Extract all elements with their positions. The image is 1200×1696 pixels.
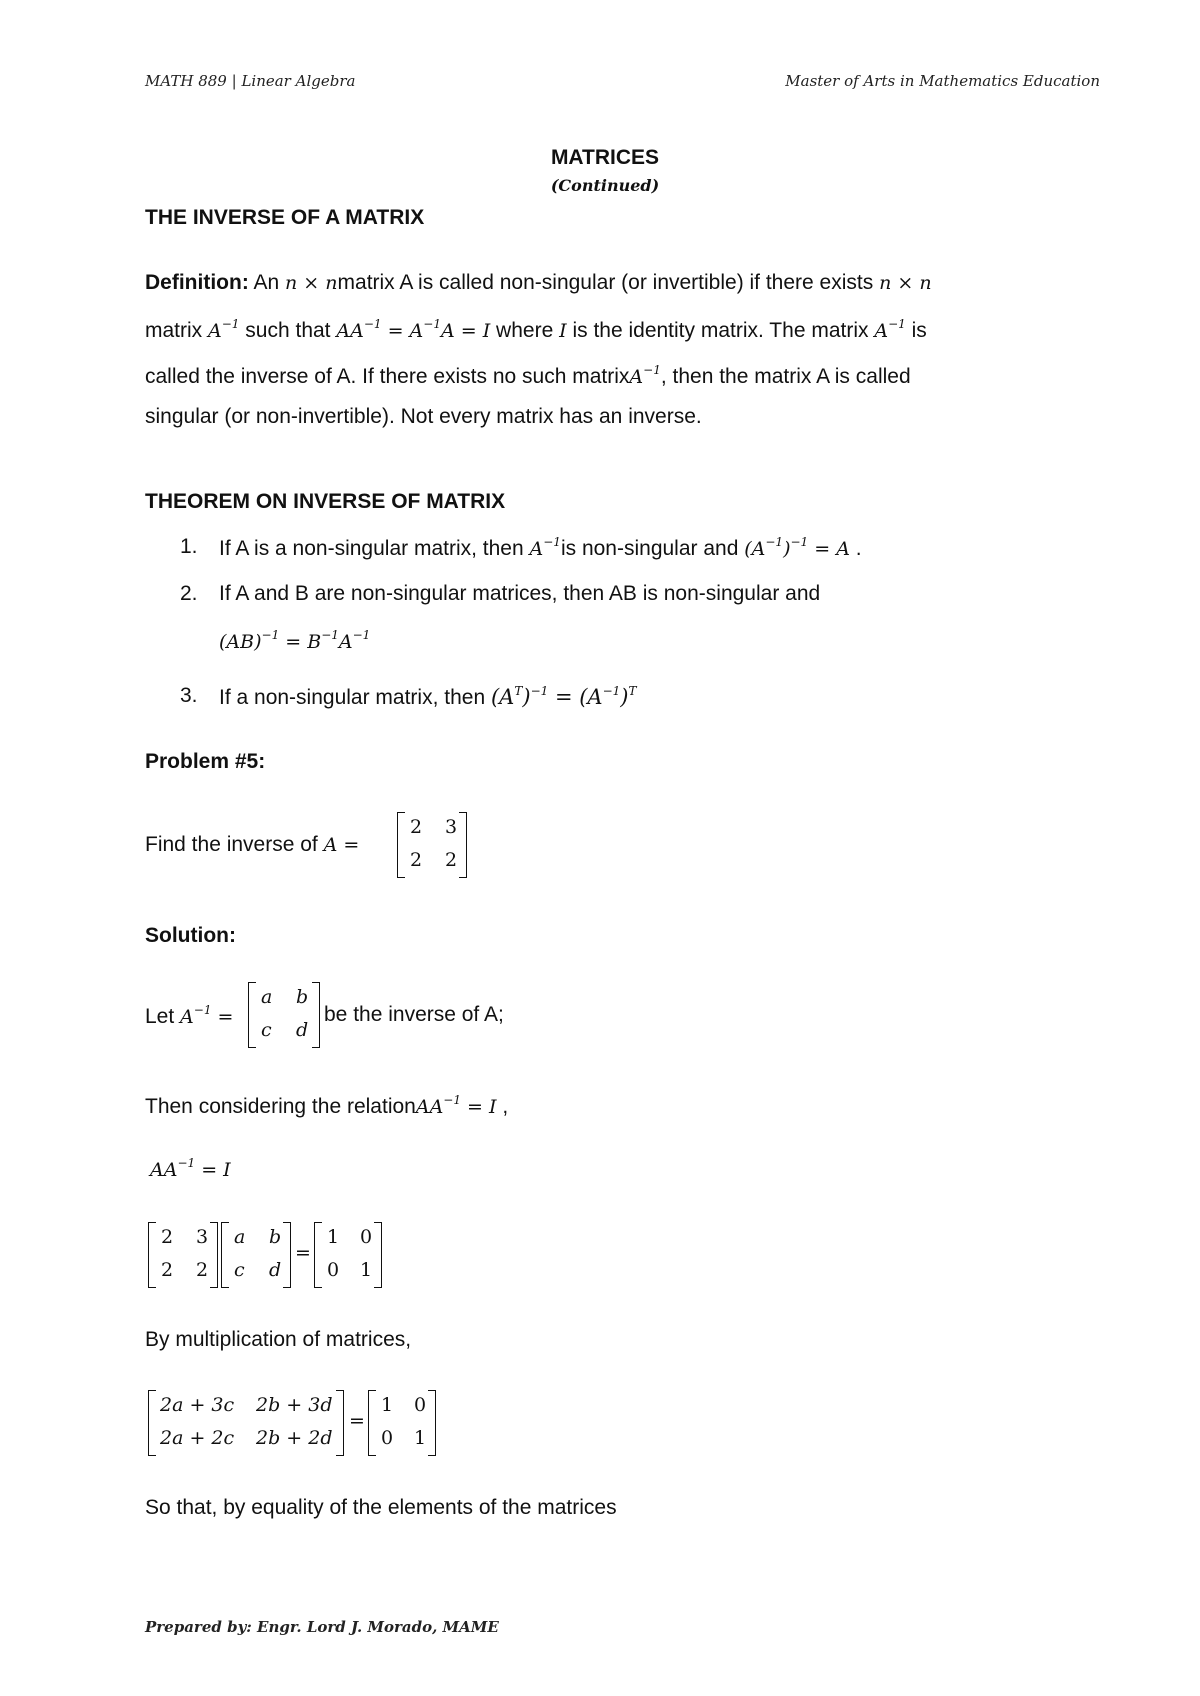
header-program: Master of Arts in Mathematics Education <box>785 72 1100 90</box>
theorem-1-number: 1. <box>180 535 198 558</box>
header-course: MATH 889 | Linear Algebra <box>145 72 356 90</box>
matrix-identity: 1 0 0 1 <box>314 1222 382 1286</box>
equals-sign: = <box>295 1242 311 1264</box>
theorem-1: If A is a non-singular matrix, then $A^{-1}is$ non-singular and $(A^{-1})^{-1} = A$ . <box>219 535 862 560</box>
relation-statement: Then considering the relationAA$^{-1}$ = I , <box>145 1093 509 1118</box>
let-statement-tail: be the inverse of A; <box>324 1003 504 1026</box>
section-theorem-heading: THEOREM ON INVERSE OF MATRIX <box>145 490 506 513</box>
theorem-2: If A and B are non-singular matrices, then AB is non-singular and <box>219 582 821 605</box>
theorem-2-number: 2. <box>180 582 198 605</box>
matrix-a-inverse: a b c d <box>248 982 320 1046</box>
page-title: MATRICES <box>550 146 660 169</box>
definition-line-1: Definition: An n × nmatrix A is called non-singular (or invertible) if there exists n × n <box>145 271 932 294</box>
definition-line-2: matrix $A^{-1}$ such that $AA^{-1} = A^{-1}A = I$ where I is the identity matrix. The matrix $A^{-1}$ is <box>145 317 927 342</box>
multiplication-statement: By multiplication of matrices, <box>145 1328 412 1351</box>
matrix-identity-2: 1 0 0 1 <box>368 1390 436 1454</box>
relation-equation: $AA^{-1} = I$ <box>150 1156 231 1181</box>
matrix-a-inverse-product: a b c d <box>221 1222 291 1286</box>
section-inverse-heading: THE INVERSE OF A MATRIX <box>145 206 425 229</box>
definition-line-3: called the inverse of A. If there exists no such matrixA$^{-1}$, then the matrix A is called <box>145 363 911 388</box>
solution-heading: Solution: <box>145 924 236 947</box>
matrix-a-product-left: 2 3 2 2 <box>148 1222 218 1286</box>
problem-statement: Find the inverse of A = <box>145 833 360 856</box>
theorem-2-formula: $(AB)^{-1} = B^{-1}A^{-1}$ <box>219 628 371 653</box>
page-subtitle: (Continued) <box>550 176 660 195</box>
matrix-product: 2a + 3c 2b + 3d 2a + 2c 2b + 2d <box>148 1390 344 1454</box>
theorem-3: If a non-singular matrix, then $(A^T)^{-1} = (A^{-1})^T$ <box>219 684 637 709</box>
definition-label: Definition: <box>145 271 249 294</box>
let-statement: Let $A^{-1}$ = <box>145 1003 234 1028</box>
definition-line-4: singular (or non-invertible). Not every matrix has an inverse. <box>145 405 702 428</box>
equality-statement: So that, by equality of the elements of the matrices <box>145 1496 617 1519</box>
equals-sign-2: = <box>349 1410 365 1432</box>
problem-heading: Problem #5: <box>145 750 266 773</box>
matrix-a: 2 3 2 2 <box>397 812 467 876</box>
theorem-3-number: 3. <box>180 684 198 707</box>
footer-author: Prepared by: Engr. Lord J. Morado, MAME <box>145 1618 499 1636</box>
